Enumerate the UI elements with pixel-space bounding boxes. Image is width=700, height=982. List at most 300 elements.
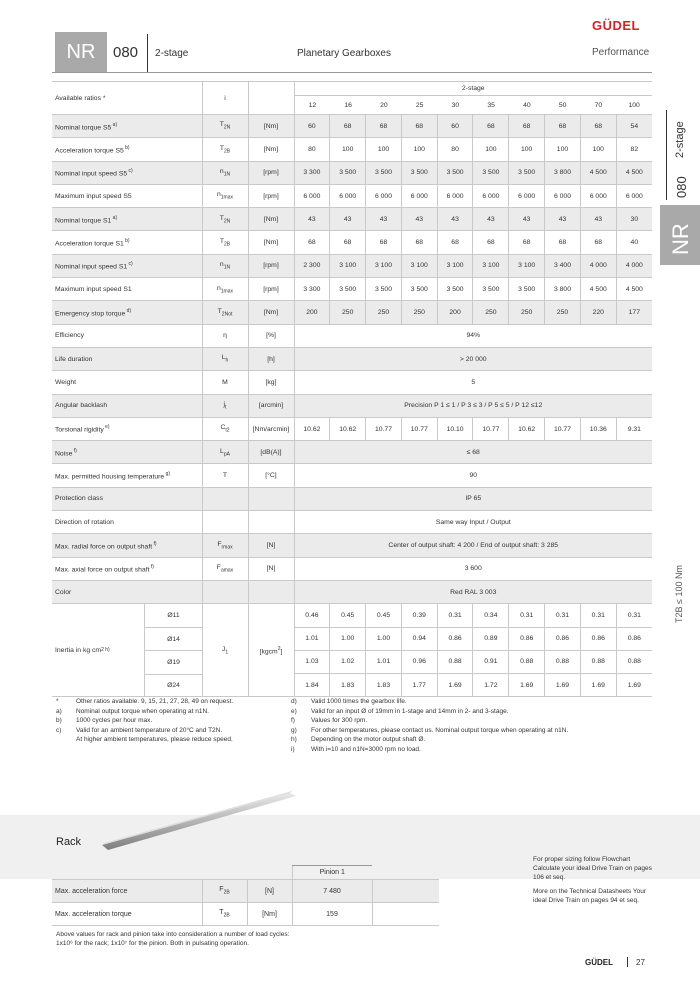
inertia-value: 0.88: [437, 650, 473, 673]
nominal-torque-s1-value: 43: [366, 208, 402, 231]
nominal-input-speed-s5-label-footnote: c): [127, 168, 133, 175]
header-divider: [147, 34, 148, 72]
noise-label: Noise $^{f)}$: [52, 441, 202, 464]
footnote: [56, 697, 286, 707]
sidebar-stage: [672, 108, 690, 160]
nominal-input-speed-s1-value: 2 300: [294, 254, 330, 277]
torsional-rigidity-value: 10.77: [401, 417, 437, 440]
rack-note-line1: Above values for rack and pinion take into consideration a number of load cycles:: [56, 931, 290, 938]
inertia-value: 1.01: [366, 650, 402, 673]
nominal-torque-s5-value: 68: [366, 115, 402, 138]
sidebar-code-text: NR: [668, 223, 693, 255]
rack-header-row: [52, 866, 439, 880]
angular-backlash-symbol: $j_t$: [202, 394, 248, 417]
rack-row-symbol: $F_{2B}$: [202, 880, 247, 903]
maximum-input-speed-s1-value: 3 500: [330, 278, 366, 301]
series-badge: NR: [55, 32, 107, 72]
maximum-input-speed-s5-value: 6 000: [401, 184, 437, 207]
maximum-input-speed-s5-symbol-sub: 1max: [220, 194, 233, 201]
nominal-input-speed-s1-value: 3 100: [366, 254, 402, 277]
inertia-diameter: Ø14: [144, 627, 202, 650]
page-number: 27: [636, 958, 645, 967]
inertia-value: 0.39: [401, 604, 437, 627]
rack-header-blank: [372, 866, 439, 880]
inertia-value: 0.31: [437, 604, 473, 627]
sizing-info-flowchart: For proper sizing follow Flowchart Calculate your ideal Drive Train on pages 106 et seq.: [533, 856, 652, 881]
direction-of-rotation-label: Direction of rotation: [52, 511, 202, 534]
inertia-diameter: Ø11: [144, 604, 202, 627]
available-ratios-unit: [248, 82, 294, 115]
row-life-duration: [52, 347, 652, 370]
efficiency-value: 94%: [294, 324, 652, 347]
nominal-torque-s1-value: 43: [401, 208, 437, 231]
acceleration-torque-s1-value: 68: [401, 231, 437, 254]
ratio-40: 40: [523, 101, 531, 109]
emergency-stop-torque-value: 250: [401, 301, 437, 324]
ratio-100: 100: [628, 101, 640, 109]
footnote-key: [56, 735, 76, 745]
torsional-rigidity-value: 10.36: [580, 417, 616, 440]
emergency-stop-torque-value: 200: [294, 301, 330, 324]
inertia-value: 1.02: [330, 650, 366, 673]
color-value: Red RAL 3 003: [294, 580, 652, 603]
acceleration-torque-s1-value: 68: [330, 231, 366, 254]
nominal-input-speed-s1-value: 4 000: [580, 254, 616, 277]
footnote: [56, 735, 286, 745]
footnote: [56, 707, 286, 717]
row-housing-temperature: [52, 464, 652, 487]
maximum-input-speed-s1-label: Maximum input speed S1: [52, 278, 202, 301]
row-axial-force: [52, 557, 652, 580]
weight-symbol: M: [202, 371, 248, 394]
emergency-stop-torque-label: Emergency stop torque $^{d)}$: [52, 301, 202, 324]
rack-row-symbol: $T_{2B}$: [202, 903, 247, 926]
acceleration-torque-s5-unit: [Nm]: [248, 138, 294, 161]
nominal-torque-s5-label-footnote: a): [111, 121, 118, 128]
rack-header-blank: [202, 866, 247, 880]
emergency-stop-torque-value: 250: [545, 301, 581, 324]
rack-header-blank: [52, 866, 202, 880]
color-symbol: [202, 580, 248, 603]
acceleration-torque-s5-label-footnote: b): [123, 144, 130, 151]
acceleration-torque-s1-value: 68: [366, 231, 402, 254]
maximum-input-speed-s1-value: 3 500: [473, 278, 509, 301]
inertia-value: 1.83: [366, 674, 402, 697]
sidebar-stage-text: 2-stage: [674, 121, 686, 158]
rack-row: [52, 880, 439, 903]
nominal-torque-s1-label-footnote: a): [111, 214, 118, 221]
torsional-rigidity-unit: [Nm/arcmin]: [248, 417, 294, 440]
nominal-torque-s1-value: 43: [545, 208, 581, 231]
nominal-torque-s1-label: Nominal torque S1 $^{a)}$: [52, 208, 202, 231]
inertia-value: 0.88: [580, 650, 616, 673]
footnote: [291, 745, 591, 755]
nominal-torque-s5-value: 68: [509, 115, 545, 138]
inertia-value: 0.86: [437, 627, 473, 650]
rack-header-blank: [247, 866, 292, 880]
housing-temperature-label-footnote: g): [164, 470, 171, 477]
angular-backlash-unit: [arcmin]: [248, 394, 294, 417]
row-maximum-input-speed-s5: [52, 184, 652, 207]
axial-force-unit: [N]: [248, 557, 294, 580]
ratio-70: 70: [594, 101, 603, 109]
footnote-text: Valid for an ambient temperature of 20°C and T2N.: [76, 726, 223, 734]
emergency-stop-torque-value: 220: [580, 301, 616, 324]
radial-force-label: Max. radial force on output shaft $^{f)}$: [52, 534, 202, 557]
weight-label: Weight: [52, 371, 202, 394]
sidebar-size: [672, 160, 690, 200]
nominal-torque-s5-value: 68: [580, 115, 616, 138]
inertia-unit: [kgcm$^2$]: [248, 604, 294, 697]
nominal-input-speed-s1-value: 3 100: [330, 254, 366, 277]
footnote-text: For other temperatures, please contact us. Nominal output torque when operating at n1N.: [311, 726, 569, 734]
radial-force-label-footnote: f): [152, 540, 157, 547]
row-acceleration-torque-s1: [52, 231, 652, 254]
maximum-input-speed-s1-value: 4 500: [616, 278, 652, 301]
footnote: [291, 726, 591, 736]
acceleration-torque-s1-value: 40: [616, 231, 652, 254]
row-nominal-torque-s5: [52, 115, 652, 138]
acceleration-torque-s1-symbol-sub: 2B: [224, 241, 231, 248]
footnote: [56, 716, 286, 726]
direction-of-rotation-symbol: [202, 511, 248, 534]
rack-row-value: 7 480: [292, 880, 372, 903]
inertia-value: 1.69: [545, 674, 581, 697]
stage-header: 2-stage: [295, 82, 653, 96]
inertia-value: 1.00: [366, 627, 402, 650]
torsional-rigidity-symbol: $C_{t2}$: [202, 417, 248, 440]
footnote: [291, 716, 591, 726]
maximum-input-speed-s5-value: 6 000: [509, 184, 545, 207]
sidebar-rule: [666, 110, 667, 200]
inertia-value: 1.77: [401, 674, 437, 697]
footnote-key: a): [56, 707, 62, 715]
acceleration-torque-s5-value: 82: [616, 138, 652, 161]
maximum-input-speed-s5-value: 6 000: [330, 184, 366, 207]
nominal-torque-s1-symbol-sub: 2N: [223, 218, 231, 225]
axial-force-label-footnote: f): [149, 564, 154, 571]
inertia-value: 1.69: [616, 674, 652, 697]
acceleration-torque-s5-value: 80: [294, 138, 330, 161]
nominal-input-speed-s1-symbol-sub: 1N: [223, 264, 231, 271]
footnote: [56, 726, 286, 736]
footnote: [291, 707, 591, 717]
inertia-value: 0.94: [401, 627, 437, 650]
noise-value: ≤ 68: [294, 441, 652, 464]
rack-row-label: Max. acceleration force: [52, 880, 202, 903]
torsional-rigidity-value: 10.62: [330, 417, 366, 440]
inertia-value: 0.45: [366, 604, 402, 627]
acceleration-torque-s5-value: 100: [401, 138, 437, 161]
torsional-rigidity-label-footnote: e): [103, 424, 110, 431]
acceleration-torque-s1-value: 68: [545, 231, 581, 254]
brand-logo: GÜDEL: [592, 18, 640, 33]
maximum-input-speed-s5-label: Maximum input speed S5: [52, 184, 202, 207]
ratio-25: 25: [415, 101, 424, 109]
color-unit: [248, 580, 294, 603]
torsional-rigidity-symbol-sub: t2: [225, 427, 230, 434]
inertia-label-footnote: 2 h): [101, 647, 110, 654]
rack-title: Rack: [56, 836, 82, 848]
inertia-value: 0.86: [545, 627, 581, 650]
inertia-value: 0.45: [330, 604, 366, 627]
inertia-value: 0.89: [473, 627, 509, 650]
nominal-input-speed-s5-value: 3 500: [401, 161, 437, 184]
nominal-torque-s5-label: Nominal torque S5 $^{a)}$: [52, 115, 202, 138]
acceleration-torque-s1-symbol: $T_{2B}$: [202, 231, 248, 254]
direction-of-rotation-value: Same way Input / Output: [294, 511, 652, 534]
nominal-input-speed-s5-value: 3 500: [330, 161, 366, 184]
inertia-symbol-sub: 1: [225, 649, 229, 655]
life-duration-value: > 20 000: [294, 347, 652, 370]
footer-divider: [627, 957, 628, 967]
row-nominal-input-speed-s1: [52, 254, 652, 277]
sidebar-size-text: 080: [674, 176, 689, 198]
nominal-torque-s5-unit: [Nm]: [248, 115, 294, 138]
rack-row-unit: [N]: [247, 880, 292, 903]
footer-brand: GÜDEL: [585, 958, 613, 967]
sidebar-torque-text: T2B ≤ 100 Nm: [674, 565, 684, 623]
acceleration-torque-s1-value: 68: [437, 231, 473, 254]
acceleration-torque-s5-symbol-sub: 2B: [224, 148, 231, 155]
nominal-torque-s1-value: 43: [437, 208, 473, 231]
footnote-text: Depending on the motor output shaft Ø.: [311, 736, 426, 743]
torsional-rigidity-value: 10.77: [473, 417, 509, 440]
nominal-torque-s5-value: 54: [616, 115, 652, 138]
inertia-unit-sup: 2: [277, 645, 281, 652]
row-torsional-rigidity: [52, 417, 652, 440]
nominal-torque-s1-value: 43: [294, 208, 330, 231]
sizing-info-datasheets: More on the Technical Datasheets Your ideal Drive Train on pages 94 et seq.: [533, 888, 646, 905]
section-label: Performance: [592, 47, 650, 58]
nominal-input-speed-s5-value: 3 500: [366, 161, 402, 184]
nominal-torque-s5-value: 68: [330, 115, 366, 138]
nominal-input-speed-s5-value: 4 500: [580, 161, 616, 184]
maximum-input-speed-s1-value: 3 800: [545, 278, 581, 301]
nominal-input-speed-s5-label: Nominal input speed S5 $^{c)}$: [52, 161, 202, 184]
rack-row-label: Max. acceleration torque: [52, 903, 202, 926]
sidebar-code: [660, 205, 700, 265]
nominal-input-speed-s5-value: 3 500: [509, 161, 545, 184]
acceleration-torque-s5-label: Acceleration torque S5 $^{b)}$: [52, 138, 202, 161]
rack-row: [52, 903, 439, 926]
radial-force-unit: [N]: [248, 534, 294, 557]
nominal-input-speed-s1-value: 3 400: [545, 254, 581, 277]
nominal-torque-s5-value: 60: [294, 115, 330, 138]
nominal-input-speed-s1-value: 3 100: [401, 254, 437, 277]
inertia-value: 0.91: [473, 650, 509, 673]
footnote-text: Other ratios available. 9, 15, 21, 27, 28, 49 on request.: [76, 698, 234, 705]
ratio-50: 50: [558, 101, 567, 109]
row-inertia: [52, 604, 652, 627]
torsional-rigidity-value: 10.77: [545, 417, 581, 440]
emergency-stop-torque-value: 250: [509, 301, 545, 324]
row-angular-backlash: [52, 394, 652, 417]
maximum-input-speed-s5-value: 6 000: [294, 184, 330, 207]
radial-force-value: Center of output shaft: 4 200 / End of output shaft: 3 285: [294, 534, 652, 557]
nominal-torque-s1-unit: [Nm]: [248, 208, 294, 231]
footnote-key: c): [56, 726, 62, 734]
emergency-stop-torque-label-footnote: d): [125, 307, 132, 314]
color-label: Color: [52, 580, 202, 603]
nominal-input-speed-s1-label: Nominal input speed S1 $^{c)}$: [52, 254, 202, 277]
nominal-input-speed-s1-value: 4 000: [616, 254, 652, 277]
size-label: 080: [113, 44, 139, 61]
available-ratios-symbol: i: [202, 82, 248, 115]
inertia-value: 0.88: [509, 650, 545, 673]
footnote: [291, 735, 591, 745]
ratio-header: [294, 82, 652, 115]
inertia-value: 1.69: [437, 674, 473, 697]
rack-row-spacer: [372, 880, 439, 903]
weight-value: 5: [294, 371, 652, 394]
radial-force-symbol-sub: rmax: [221, 544, 233, 551]
footnote-text: With i=10 and n1N=3000 rpm no load.: [311, 745, 421, 753]
efficiency-label: Efficiency: [52, 324, 202, 347]
row-direction-of-rotation: [52, 511, 652, 534]
row-noise: [52, 441, 652, 464]
inertia-value: 0.31: [509, 604, 545, 627]
inertia-diameter: Ø24: [144, 674, 202, 697]
row-maximum-input-speed-s1: [52, 278, 652, 301]
acceleration-torque-s5-value: 100: [545, 138, 581, 161]
protection-class-symbol: [202, 487, 248, 510]
maximum-input-speed-s5-unit: [rpm]: [248, 184, 294, 207]
emergency-stop-torque-value: 200: [437, 301, 473, 324]
nominal-input-speed-s5-symbol-sub: 1N: [223, 171, 231, 178]
maximum-input-speed-s5-value: 6 000: [545, 184, 581, 207]
footnote-text: Valid for an input Ø of 19mm in 1-stage and 14mm in 2- and 3-stage.: [311, 707, 509, 715]
emergency-stop-torque-value: 177: [616, 301, 652, 324]
acceleration-torque-s5-value: 100: [366, 138, 402, 161]
row-color: [52, 580, 652, 603]
axial-force-label: Max. axial force on output shaft $^{f)}$: [52, 557, 202, 580]
nominal-input-speed-s5-value: 3 500: [437, 161, 473, 184]
efficiency-symbol: η: [202, 324, 248, 347]
protection-class-label: Protection class: [52, 487, 202, 510]
acceleration-torque-s1-label-footnote: b): [123, 238, 130, 244]
footnotes-left: [56, 697, 286, 745]
ratio-16: 16: [344, 101, 352, 109]
housing-temperature-value: 90: [294, 464, 652, 487]
noise-label-footnote: f): [72, 447, 77, 454]
acceleration-torque-s1-label: Acceleration torque S1 $^{b)}$: [52, 231, 202, 254]
ratio-12: 12: [308, 101, 317, 109]
torsional-rigidity-value: 9.31: [616, 417, 652, 440]
row-efficiency: [52, 324, 652, 347]
acceleration-torque-s5-value: 100: [509, 138, 545, 161]
nominal-torque-s5-symbol: $T_{2N}$: [202, 115, 248, 138]
maximum-input-speed-s1-value: 3 500: [366, 278, 402, 301]
footnote-text: 1000 cycles per hour max.: [76, 717, 153, 724]
footnote-text: At higher ambient temperatures, please reduce speed.: [76, 736, 233, 743]
emergency-stop-torque-symbol-sub: 2Not: [221, 311, 233, 318]
nominal-input-speed-s5-value: 3 800: [545, 161, 581, 184]
acceleration-torque-s1-value: 68: [294, 231, 330, 254]
nominal-torque-s5-value: 68: [473, 115, 509, 138]
axial-force-symbol-sub: amax: [220, 567, 234, 574]
inertia-value: 0.46: [294, 604, 330, 627]
rack-row-value: 159: [292, 903, 372, 926]
nominal-torque-s1-value: 30: [616, 208, 652, 231]
maximum-input-speed-s5-value: 6 000: [473, 184, 509, 207]
inertia-value: 1.84: [294, 674, 330, 697]
footnote-text: Valid 1000 times the gearbox life.: [311, 698, 407, 705]
torsional-rigidity-value: 10.62: [294, 417, 330, 440]
inertia-value: 0.88: [616, 650, 652, 673]
acceleration-torque-s5-value: 100: [580, 138, 616, 161]
acceleration-torque-s1-value: 68: [580, 231, 616, 254]
maximum-input-speed-s1-symbol: $n_{1max}$: [202, 278, 248, 301]
maximum-input-speed-s5-symbol: $n_{1max}$: [202, 184, 248, 207]
row-nominal-input-speed-s5: [52, 161, 652, 184]
inertia-label-text: Inertia in kg cm 2 h): [55, 646, 110, 654]
emergency-stop-torque-value: 250: [366, 301, 402, 324]
inertia-value: 1.00: [330, 627, 366, 650]
stage-label: 2-stage: [155, 48, 189, 59]
angular-backlash-symbol-sub: t: [225, 404, 227, 411]
life-duration-label: Life duration: [52, 347, 202, 370]
nominal-input-speed-s1-unit: [rpm]: [248, 254, 294, 277]
emergency-stop-torque-value: 250: [473, 301, 509, 324]
inertia-value: 1.69: [509, 674, 545, 697]
rack-note: [56, 930, 396, 948]
nominal-input-speed-s1-value: 3 100: [509, 254, 545, 277]
axial-force-value: 3 600: [294, 557, 652, 580]
row-available-ratios: [52, 82, 652, 115]
footnotes-right: [291, 697, 591, 754]
inertia-value: 1.72: [473, 674, 509, 697]
header-rule: [52, 72, 652, 73]
life-duration-symbol: $L_h$: [202, 347, 248, 370]
row-acceleration-torque-s5: [52, 138, 652, 161]
ratio-20: 20: [380, 101, 388, 109]
nominal-torque-s1-value: 43: [330, 208, 366, 231]
emergency-stop-torque-value: 250: [330, 301, 366, 324]
noise-unit: [dB(A)]: [248, 441, 294, 464]
rack-row-spacer: [372, 903, 439, 926]
torsional-rigidity-label: Torsional rigidity $^{e)}$: [52, 417, 202, 440]
inertia-value: 0.34: [473, 604, 509, 627]
acceleration-torque-s5-symbol: $T_{2B}$: [202, 138, 248, 161]
nominal-torque-s1-symbol: $T_{2N}$: [202, 208, 248, 231]
footnote-key: f): [291, 717, 295, 724]
spec-table: [52, 81, 652, 697]
maximum-input-speed-s5-value: 6 000: [366, 184, 402, 207]
footnote: [291, 697, 591, 707]
sizing-info: [533, 856, 653, 912]
nominal-input-speed-s1-value: 3 100: [437, 254, 473, 277]
emergency-stop-torque-unit: [Nm]: [248, 301, 294, 324]
inertia-symbol: $J_1$: [202, 604, 248, 697]
acceleration-torque-s1-value: 68: [473, 231, 509, 254]
maximum-input-speed-s1-value: 3 500: [437, 278, 473, 301]
maximum-input-speed-s1-value: 3 300: [294, 278, 330, 301]
rack-image: [100, 790, 300, 850]
product-title: Planetary Gearboxes: [297, 48, 391, 59]
footnote-key: *: [56, 698, 59, 705]
torsional-rigidity-value: 10.10: [437, 417, 473, 440]
sidebar-torque: [672, 565, 690, 628]
footnote-key: g): [291, 726, 297, 734]
torsional-rigidity-value: 10.77: [366, 417, 402, 440]
radial-force-symbol: $F_{rmax}$: [202, 534, 248, 557]
life-duration-symbol-sub: h: [225, 357, 229, 364]
nominal-torque-s5-value: 68: [401, 115, 437, 138]
nominal-torque-s5-value: 60: [437, 115, 473, 138]
nominal-input-speed-s5-unit: [rpm]: [248, 161, 294, 184]
nominal-input-speed-s5-value: 3 500: [473, 161, 509, 184]
